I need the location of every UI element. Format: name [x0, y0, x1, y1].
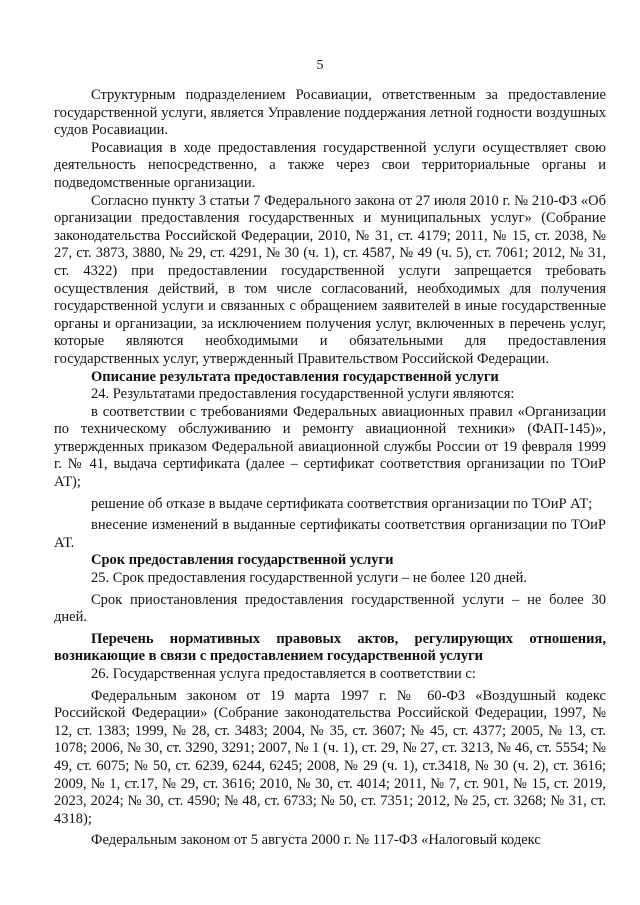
paragraph-refusal-decision: решение об отказе в выдаче сертификата соответствия организации по ТОиР АТ; — [91, 495, 593, 512]
paragraph-air-code: Федеральным законом от 19 марта 1997 г. № 60-ФЗ «Воздушный кодекс Российской Федерации» (Собрание законодательства Российской Федерации, 1997, № 12, ст. 1383; 1999, № 28, ст. 3483; 2004, № 35, ст. 3607; № 45, ст. 4377; 2005, № 13, ст. 1078; 2006, № 30, ст. 3290, 3291; 2007, № 1 (ч. 1), ст. 29, № 27, ст. 3213, № 46, ст. 5554; № 49, ст. 6075; № 50, ст. 6239, 6244, 6245; 2008, № 29 (ч. 1), ст.3418, № 30 (ч. 2), ст. 3616; 2009, № 1, ст.17, № 29, ст. 3616; 2010, № 30, ст. 4014; 2011, № 7, ст. 901, № 15, ст. 2019, 2023, 2024; № 30, ст. 4590; № 48, ст. 6733; № 50, ст. 7351; 2012, № 25, ст. 3268; № 31, ст. 4318); — [54, 687, 606, 827]
paragraph-item-24: 24. Результатами предоставления государственной услуги являются: — [91, 386, 515, 403]
paragraph-item-26: 26. Государственная услуга предоставляется в соответствии с: — [91, 666, 476, 682]
paragraph-law-210-fz: Согласно пункту 3 статьи 7 Федерального закона от 27 июля 2010 г. № 210-ФЗ «Об организации предоставления государственных и муниципальных услуг» (Собрание законодательства Российской Федерации, 2010, № 31, ст. 4179; 2011, № 15, ст. 2038, № 27, ст. 3873, 3880, № 29, ст. 4291, № 30 (ч. 1), ст. 4587, № 49 (ч. 5), ст. 7061; 2012, № 31, ст. 4322) при предоставлении государственной услуги запрещается требовать осуществления действий, в том числе согласований, необходимых для получения государственной услуги и связанных с обращением заявителей в иные государственные органы и организации, за исключением получения услуг, включенных в перечень услуг, которые являются необходимыми и обязательными для предоставления государственных услуг, утвержденный Правительством Российской Федерации. — [54, 192, 606, 367]
paragraph-certificate-issuance: в соответствии с требованиями Федеральных авиационных правил «Организации по техническому обслуживанию и ремонту авиационной техники» (ФАП-145)», утвержденных приказом Федеральной авиационной службы России от 19 февраля 1999 г. № 41, выдача сертификата (далее – сертификат соответствия организации по ТОиР АТ); — [54, 403, 606, 491]
paragraph-structural-unit: Структурным подразделением Росавиации, ответственным за предоставление государственной услуги, является Управление поддержания летной годности воздушных судов Росавиации. — [54, 87, 606, 139]
heading-service-term: Срок предоставления государственной услуги — [91, 552, 394, 569]
paragraph-rosaviatsia-activity: Росавиация в ходе предоставления государственной услуги осуществляет свою деятельность непосредственно, а также через свои территориальные органы и подведомственные организации. — [54, 139, 606, 191]
heading-result-description: Описание результата предоставления государственной услуги — [91, 368, 499, 385]
page-number: 5 — [316, 58, 324, 73]
paragraph-suspension-term: Срок приостановления предоставления государственной услуги – не более 30 дней. — [54, 591, 606, 626]
paragraph-certificate-changes: внесение изменений в выданные сертификаты соответствия организации по ТОиР АТ. — [54, 517, 606, 551]
document-body — [54, 87, 606, 850]
paragraph-tax-code: Федеральным законом от 5 августа 2000 г. № 117-ФЗ «Налоговый кодекс — [91, 832, 541, 849]
paragraph-item-25: 25. Срок предоставления государственной услуги – не более 120 дней. — [91, 570, 528, 587]
heading-legal-acts-list: Перечень нормативных правовых актов, регулирующих отношения, возникающие в связи с предоставлением государственной услуги — [54, 630, 606, 665]
